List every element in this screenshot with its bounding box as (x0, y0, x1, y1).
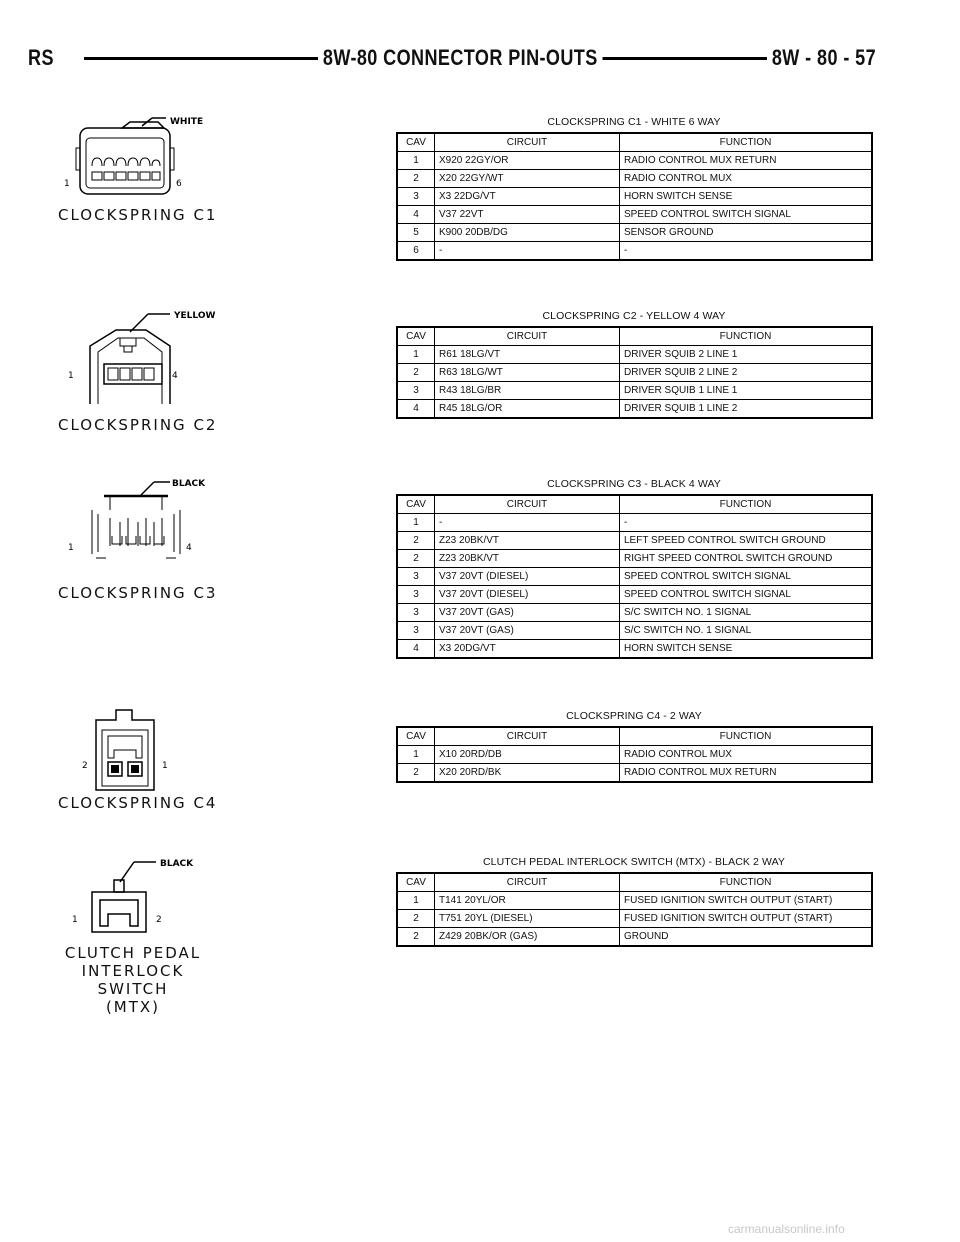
pin-label-left: 1 (64, 179, 70, 189)
cell-cav: 2 (397, 550, 435, 568)
cell-circuit: X3 22DG/VT (435, 188, 620, 206)
table-row (397, 364, 872, 382)
cell-function: LEFT SPEED CONTROL SWITCH GROUND (620, 532, 873, 550)
cell-function: RADIO CONTROL MUX RETURN (620, 152, 873, 170)
table-caption: CLOCKSPRING C1 - WHITE 6 WAY (547, 116, 721, 128)
cell-function: SPEED CONTROL SWITCH SIGNAL (620, 568, 873, 586)
cell-function: DRIVER SQUIB 1 LINE 2 (620, 400, 873, 419)
pin-label-left: 2 (82, 761, 88, 771)
connector-c2-icon (58, 306, 218, 416)
cell-circuit: R45 18LG/OR (435, 400, 620, 419)
color-label: BLACK (172, 479, 206, 489)
cell-cav: 1 (397, 346, 435, 364)
cell-function: RIGHT SPEED CONTROL SWITCH GROUND (620, 550, 873, 568)
cell-function: DRIVER SQUIB 2 LINE 2 (620, 364, 873, 382)
pin-label-right: 1 (162, 761, 168, 771)
pin-label-right: 6 (176, 179, 182, 189)
table-row (397, 514, 872, 532)
cell-function: SENSOR GROUND (620, 224, 873, 242)
cell-cav: 3 (397, 622, 435, 640)
cell-circuit: V37 20VT (DIESEL) (435, 586, 620, 604)
header-rule-right (584, 57, 794, 60)
col-header-circuit: CIRCUIT (435, 727, 620, 746)
cell-function: RADIO CONTROL MUX (620, 170, 873, 188)
cell-cav: 1 (397, 892, 435, 910)
col-header-circuit: CIRCUIT (435, 873, 620, 892)
table-row (397, 152, 872, 170)
table-row (397, 568, 872, 586)
cell-cav: 1 (397, 514, 435, 532)
cell-cav: 3 (397, 604, 435, 622)
cell-function: - (620, 242, 873, 261)
connector-clutch-icon (58, 852, 218, 938)
table-row (397, 764, 872, 783)
table-row (397, 928, 872, 947)
cell-cav: 3 (397, 586, 435, 604)
pinout-table-c3 (396, 494, 873, 659)
table-row (397, 746, 872, 764)
cell-cav: 2 (397, 364, 435, 382)
cell-cav: 4 (397, 206, 435, 224)
table-row (397, 532, 872, 550)
connector-drawing-clutch (58, 852, 218, 1016)
cell-circuit: T141 20YL/OR (435, 892, 620, 910)
connector-name: CLOCKSPRING C3 (58, 584, 218, 602)
pinout-table-c1 (396, 132, 873, 261)
cell-function: SPEED CONTROL SWITCH SIGNAL (620, 206, 873, 224)
cell-circuit: V37 20VT (DIESEL) (435, 568, 620, 586)
col-header-cav: CAV (397, 873, 435, 892)
cell-circuit: R61 18LG/VT (435, 346, 620, 364)
col-header-cav: CAV (397, 327, 435, 346)
table-header-row (397, 727, 872, 746)
cell-function: - (620, 514, 873, 532)
col-header-circuit: CIRCUIT (435, 495, 620, 514)
connector-c4-icon (58, 706, 218, 792)
col-header-function: FUNCTION (620, 727, 873, 746)
cell-function: DRIVER SQUIB 2 LINE 1 (620, 346, 873, 364)
table-row (397, 910, 872, 928)
col-header-circuit: CIRCUIT (435, 133, 620, 152)
color-label: BLACK (160, 859, 194, 869)
color-label: WHITE (170, 117, 204, 127)
cell-cav: 2 (397, 928, 435, 947)
cell-function: FUSED IGNITION SWITCH OUTPUT (START) (620, 910, 873, 928)
pin-label-left: 1 (68, 543, 74, 553)
cell-circuit: V37 20VT (GAS) (435, 604, 620, 622)
table-row (397, 170, 872, 188)
connector-drawing-c2 (58, 306, 218, 434)
table-row (397, 604, 872, 622)
cell-function: SPEED CONTROL SWITCH SIGNAL (620, 586, 873, 604)
table-row (397, 224, 872, 242)
cell-cav: 1 (397, 152, 435, 170)
cell-function: HORN SWITCH SENSE (620, 188, 873, 206)
cell-function: DRIVER SQUIB 1 LINE 1 (620, 382, 873, 400)
cell-function: S/C SWITCH NO. 1 SIGNAL (620, 622, 873, 640)
table-row (397, 550, 872, 568)
connector-drawing-c1 (58, 112, 218, 222)
connector-name: CLOCKSPRING C4 (58, 794, 218, 812)
table-row (397, 188, 872, 206)
col-header-function: FUNCTION (620, 327, 873, 346)
cell-cav: 2 (397, 170, 435, 188)
header-title: 8W-80 CONNECTOR PIN-OUTS (318, 46, 603, 70)
cell-circuit: R63 18LG/WT (435, 364, 620, 382)
cell-circuit: X20 20RD/BK (435, 764, 620, 783)
connector-c3-icon (58, 474, 218, 584)
cell-cav: 2 (397, 532, 435, 550)
cell-cav: 4 (397, 400, 435, 419)
table-row (397, 586, 872, 604)
cell-function: GROUND (620, 928, 873, 947)
cell-circuit: V37 20VT (GAS) (435, 622, 620, 640)
pin-label-left: 1 (72, 915, 78, 925)
pinout-table-clutch (396, 872, 873, 947)
cell-cav: 1 (397, 746, 435, 764)
cell-cav: 3 (397, 568, 435, 586)
cell-cav: 4 (397, 640, 435, 659)
cell-cav: 3 (397, 382, 435, 400)
pinout-table-c4 (396, 726, 873, 783)
table-header-row (397, 327, 872, 346)
watermark-text: carmanualsonline.info (728, 1222, 845, 1236)
table-row (397, 892, 872, 910)
table-row (397, 400, 872, 419)
cell-function: HORN SWITCH SENSE (620, 640, 873, 659)
cell-circuit: X20 22GY/WT (435, 170, 620, 188)
col-header-cav: CAV (397, 133, 435, 152)
connector-name: CLOCKSPRING C2 (58, 416, 218, 434)
cell-circuit: Z23 20BK/VT (435, 532, 620, 550)
header-section-code: RS (28, 46, 59, 70)
table-row (397, 206, 872, 224)
pin-label-left: 1 (68, 371, 74, 381)
table-caption: CLOCKSPRING C2 - YELLOW 4 WAY (542, 310, 726, 322)
table-caption: CLOCKSPRING C4 - 2 WAY (566, 710, 702, 722)
col-header-function: FUNCTION (620, 495, 873, 514)
col-header-function: FUNCTION (620, 873, 873, 892)
cell-cav: 5 (397, 224, 435, 242)
cell-circuit: Z429 20BK/OR (GAS) (435, 928, 620, 947)
col-header-cav: CAV (397, 727, 435, 746)
pin-label-right: 2 (156, 915, 162, 925)
cell-cav: 2 (397, 910, 435, 928)
table-header-row (397, 873, 872, 892)
cell-cav: 3 (397, 188, 435, 206)
cell-function: S/C SWITCH NO. 1 SIGNAL (620, 604, 873, 622)
cell-circuit: X920 22GY/OR (435, 152, 620, 170)
cell-circuit: V37 22VT (435, 206, 620, 224)
cell-circuit: - (435, 514, 620, 532)
table-caption: CLUTCH PEDAL INTERLOCK SWITCH (MTX) - BLACK 2 WAY (482, 856, 786, 868)
col-header-function: FUNCTION (620, 133, 873, 152)
connector-drawing-c3 (58, 474, 218, 602)
cell-circuit: T751 20YL (DIESEL) (435, 910, 620, 928)
cell-function: RADIO CONTROL MUX RETURN (620, 764, 873, 783)
table-row (397, 346, 872, 364)
cell-cav: 6 (397, 242, 435, 261)
header-rule-left (84, 57, 334, 60)
cell-circuit: X3 20DG/VT (435, 640, 620, 659)
table-row (397, 622, 872, 640)
cell-circuit: K900 20DB/DG (435, 224, 620, 242)
table-header-row (397, 133, 872, 152)
page-header (28, 40, 876, 76)
connector-name: CLUTCH PEDAL INTERLOCK SWITCH (MTX) (64, 944, 202, 1016)
cell-function: FUSED IGNITION SWITCH OUTPUT (START) (620, 892, 873, 910)
pin-label-right: 4 (172, 371, 178, 381)
col-header-cav: CAV (397, 495, 435, 514)
cell-circuit: - (435, 242, 620, 261)
pinout-table-c2 (396, 326, 873, 419)
connector-drawing-c4 (58, 706, 218, 812)
cell-function: RADIO CONTROL MUX (620, 746, 873, 764)
cell-cav: 2 (397, 764, 435, 783)
table-caption: CLOCKSPRING C3 - BLACK 4 WAY (547, 478, 721, 490)
col-header-circuit: CIRCUIT (435, 327, 620, 346)
cell-circuit: Z23 20BK/VT (435, 550, 620, 568)
cell-circuit: X10 20RD/DB (435, 746, 620, 764)
table-row (397, 640, 872, 659)
pin-label-right: 4 (186, 543, 192, 553)
table-row (397, 242, 872, 261)
cell-circuit: R43 18LG/BR (435, 382, 620, 400)
header-page-number: 8W - 80 - 57 (767, 46, 876, 70)
table-header-row (397, 495, 872, 514)
connector-name: CLOCKSPRING C1 (58, 206, 218, 224)
table-row (397, 382, 872, 400)
color-label: YELLOW (174, 311, 216, 321)
